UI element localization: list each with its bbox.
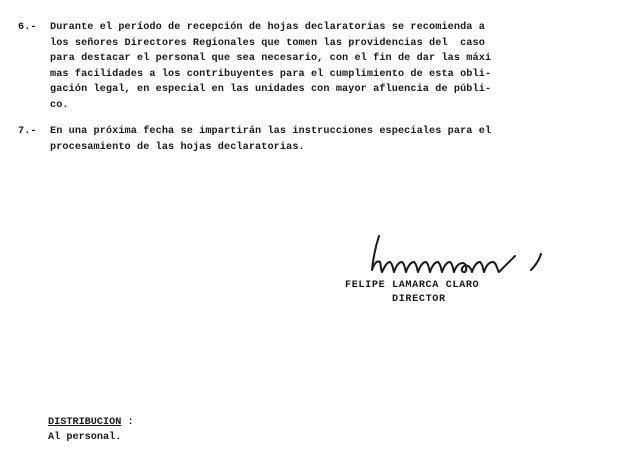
paragraph-line: En una próxima fecha se impartirán las instrucciones especiales para el bbox=[50, 126, 492, 137]
handwritten-signature bbox=[365, 226, 565, 282]
paragraph-line: gación legal, en especial en las unidades con mayor afluencia de públi- bbox=[50, 84, 492, 95]
paragraph-line: co. bbox=[50, 99, 69, 111]
distribution-item: Al personal. bbox=[48, 432, 122, 443]
paragraph-line: los señores Directores Regionales que tomen las providencias del caso bbox=[50, 37, 485, 49]
signatory-name: FELIPE LAMARCA CLARO bbox=[345, 280, 480, 291]
paragraph-7 bbox=[18, 124, 618, 155]
distribution-colon: : bbox=[121, 417, 134, 428]
paragraph-line: Durante el período de recepción de hojas declaratorias se recomienda a bbox=[50, 22, 485, 33]
paragraph-6 bbox=[18, 20, 618, 113]
paragraph-number: 7.- bbox=[18, 126, 37, 137]
paragraph-number: 6.- bbox=[18, 22, 37, 33]
paragraph-line: mas facilidades a los contribuyentes para el cumplimiento de esta obli- bbox=[50, 68, 492, 80]
paragraph-line: procesamiento de las hojas declaratorias. bbox=[50, 141, 305, 153]
signatory-title: DIRECTOR bbox=[392, 294, 446, 305]
distribution-label: DISTRIBUCION bbox=[48, 417, 122, 428]
distribution-heading bbox=[48, 417, 134, 428]
paragraph-line: para destacar el personal que sea necesario, con el fin de dar las máxi bbox=[50, 53, 492, 64]
